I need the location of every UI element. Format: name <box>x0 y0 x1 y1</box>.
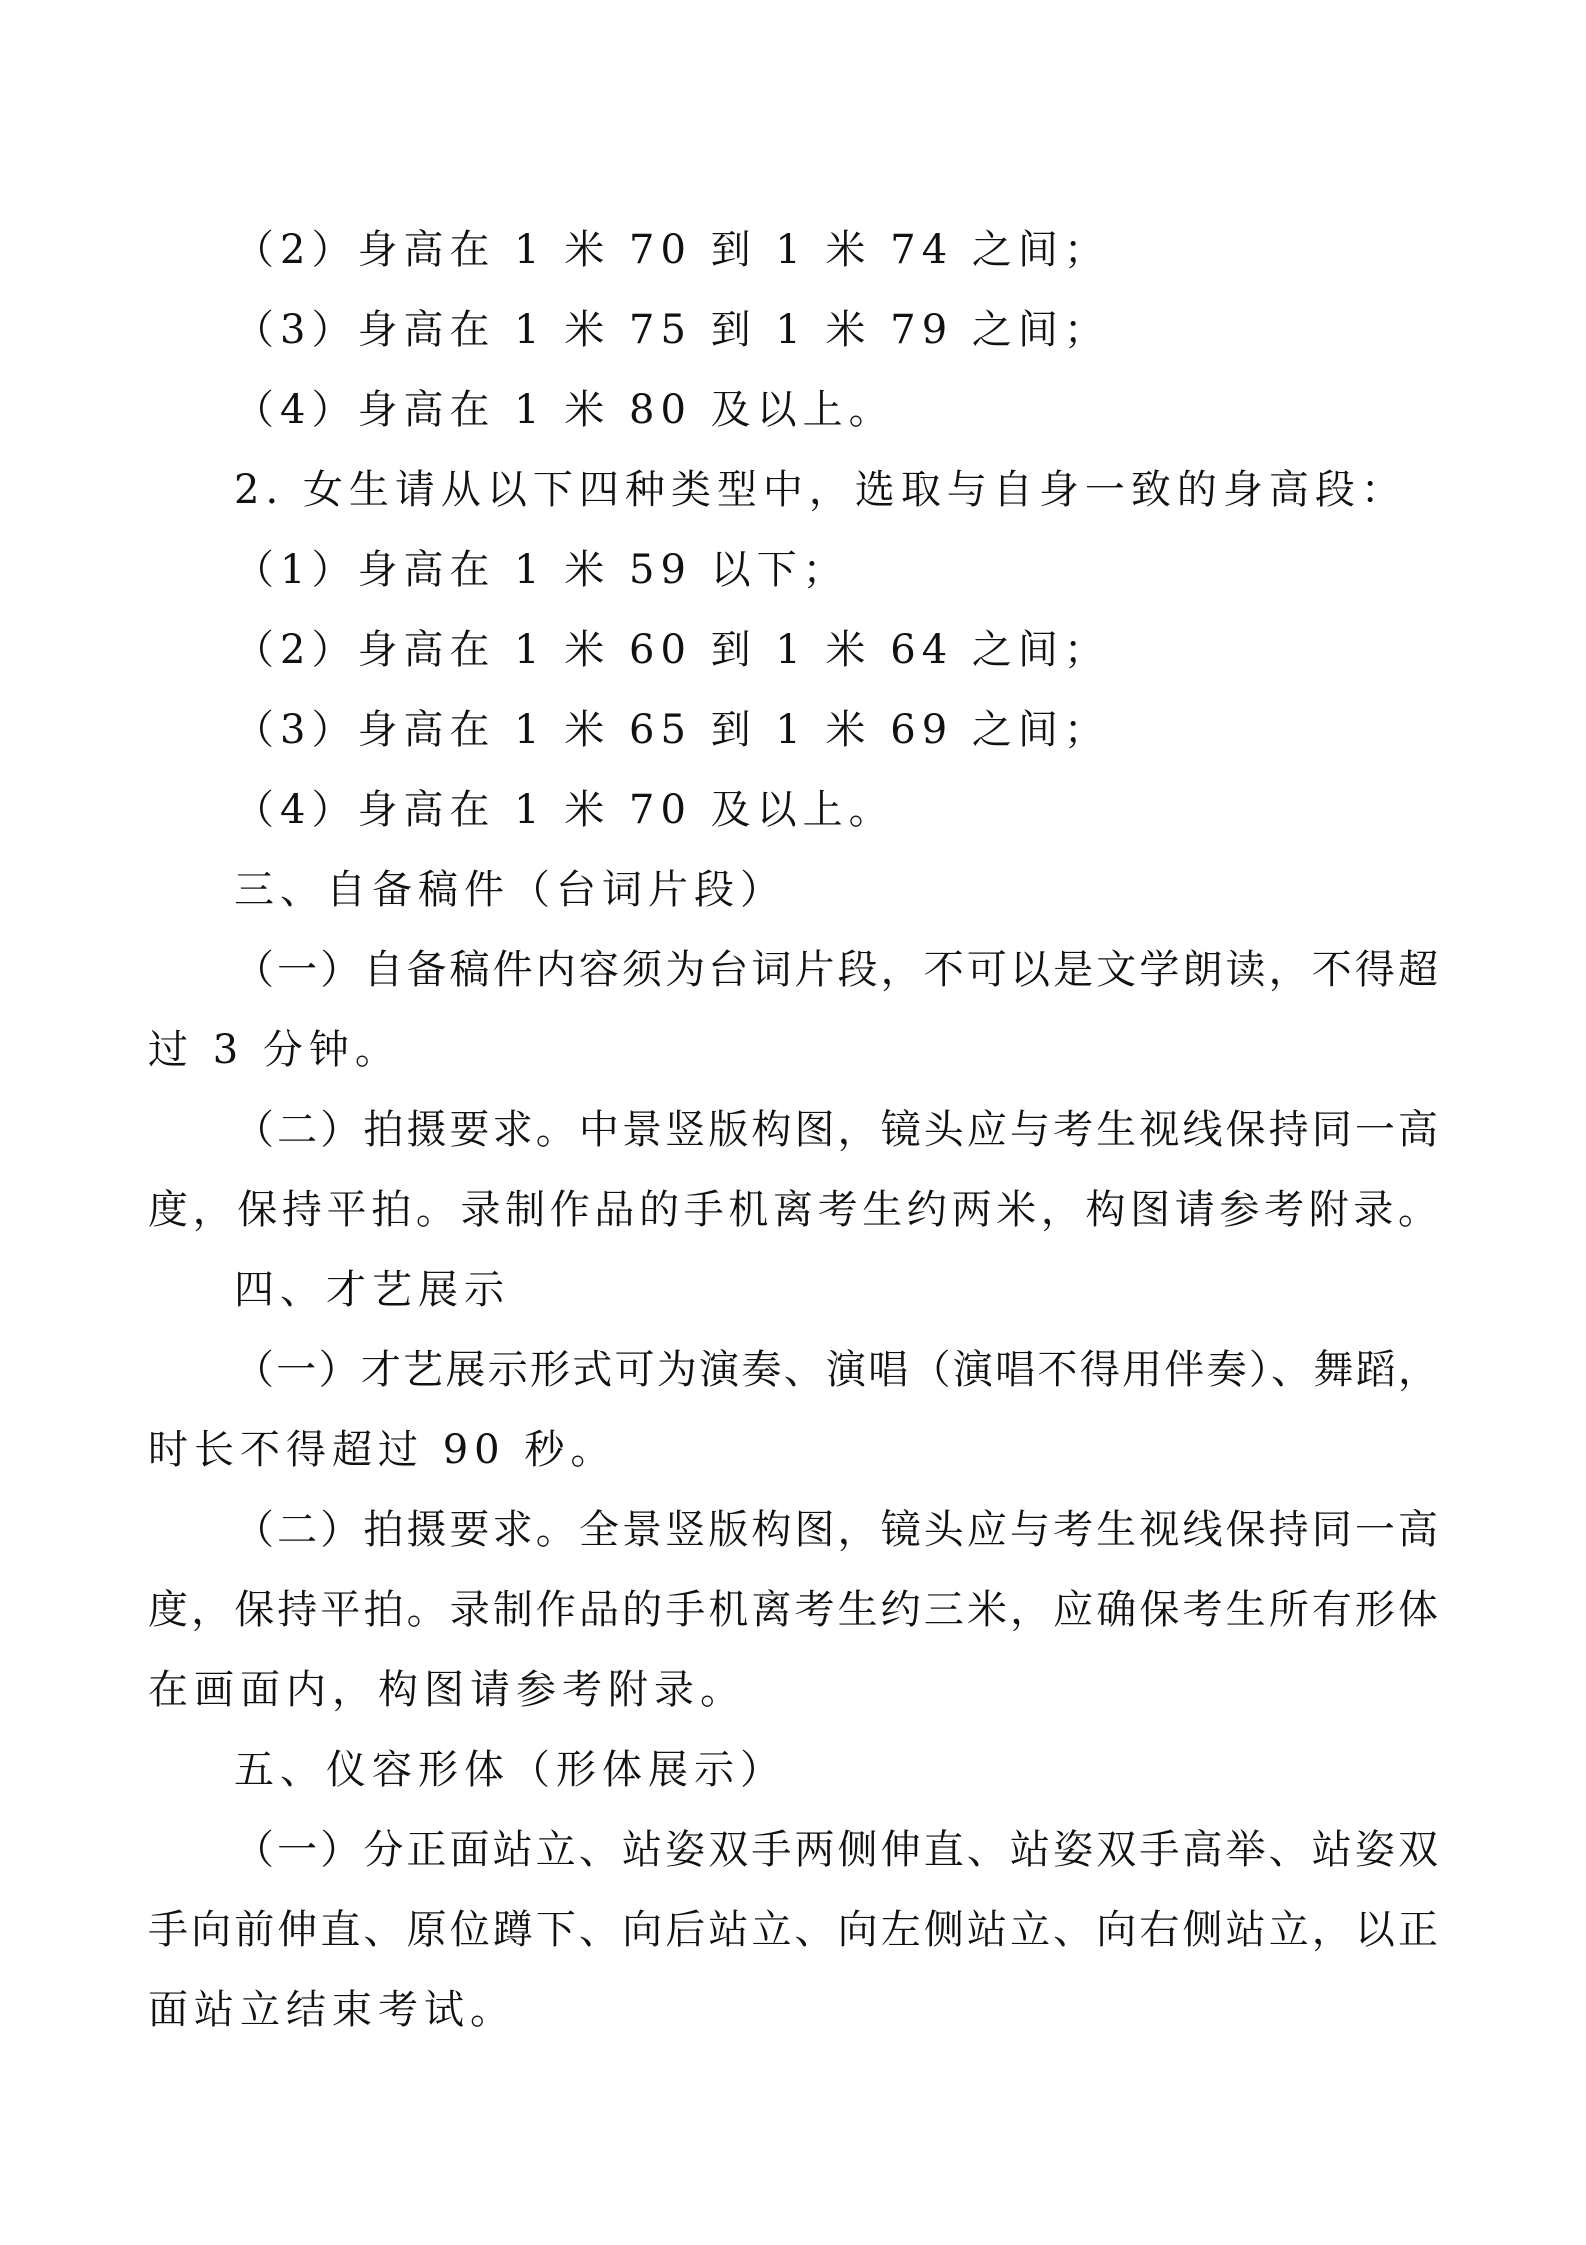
section-heading-script: 三、自备稿件（台词片段） <box>234 867 786 913</box>
document-body <box>148 210 1438 2050</box>
height-range-male-4: （4）身高在 1 米 80 及以上。 <box>234 387 895 433</box>
height-range-female-4: （4）身高在 1 米 70 及以上。 <box>234 787 895 833</box>
posture-paragraph-line-2: 手向前伸直、原位蹲下、向后站立、向左侧站立、向右侧站立，以正 <box>148 1907 1438 1953</box>
script-paragraph-1-line-1: （一）自备稿件内容须为台词片段，不可以是文学朗读，不得超 <box>234 947 1438 993</box>
female-height-heading: 2. 女生请从以下四种类型中，选取与自身一致的身高段： <box>234 467 1407 513</box>
script-paragraph-1-line-2: 过 3 分钟。 <box>148 1027 401 1073</box>
posture-paragraph-line-3: 面站立结束考试。 <box>148 1987 516 2033</box>
height-range-male-3: （3）身高在 1 米 75 到 1 米 79 之间； <box>234 307 1110 353</box>
posture-paragraph-line-1: （一）分正面站立、站姿双手两侧伸直、站姿双手高举、站姿双 <box>234 1827 1438 1873</box>
talent-paragraph-2-line-2: 度，保持平拍。录制作品的手机离考生约三米，应确保考生所有形体 <box>148 1587 1438 1633</box>
talent-paragraph-1-line-1: （一）才艺展示形式可为演奏、演唱（演唱不得用伴奏）、舞蹈， <box>234 1347 1438 1393</box>
script-paragraph-2-line-1: （二）拍摄要求。中景竖版构图，镜头应与考生视线保持同一高 <box>234 1107 1438 1153</box>
talent-paragraph-1-line-2: 时长不得超过 90 秒。 <box>148 1427 617 1473</box>
section-heading-talent: 四、才艺展示 <box>234 1267 510 1313</box>
section-heading-posture: 五、仪容形体（形体展示） <box>234 1747 786 1793</box>
talent-paragraph-2-line-1: （二）拍摄要求。全景竖版构图，镜头应与考生视线保持同一高 <box>234 1507 1438 1553</box>
height-range-male-2: （2）身高在 1 米 70 到 1 米 74 之间； <box>234 227 1110 273</box>
height-range-female-1: （1）身高在 1 米 59 以下； <box>234 547 849 593</box>
talent-paragraph-2-line-3: 在画面内，构图请参考附录。 <box>148 1667 746 1713</box>
script-paragraph-2-line-2: 度，保持平拍。录制作品的手机离考生约两米，构图请参考附录。 <box>148 1187 1438 1233</box>
height-range-female-2: （2）身高在 1 米 60 到 1 米 64 之间； <box>234 627 1110 673</box>
height-range-female-3: （3）身高在 1 米 65 到 1 米 69 之间； <box>234 707 1110 753</box>
